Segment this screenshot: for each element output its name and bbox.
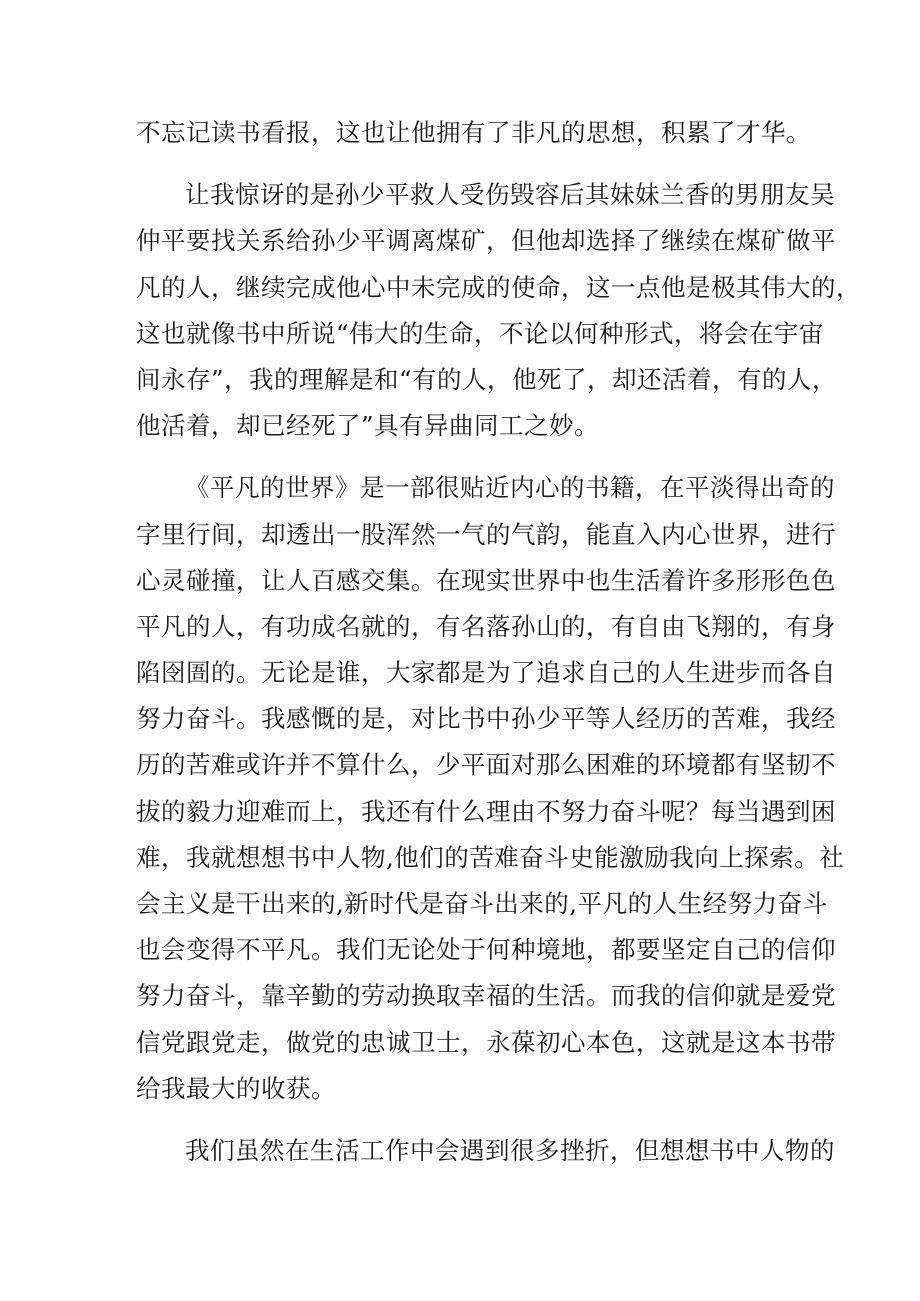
text-line: 《平凡的世界》是一部很贴近内心的书籍，在平淡得出奇的 (185, 473, 835, 503)
text-line: 这也就像书中所说“伟大的生命，不论以何种形式，将会在宇宙 (136, 318, 825, 348)
paragraph-p4 (136, 1128, 835, 1174)
text-line: 信党跟党走，做党的忠诚卫士，永葆初心本色，这就是这本书带 (136, 1027, 836, 1057)
text-line: 让我惊讶的是孙少平救人受伤毁容后其妹妹兰香的男朋友吴 (185, 180, 835, 210)
text-line: 凡的人，继续完成他心中未完成的使命，这一点他是极其伟大的， (136, 272, 861, 302)
text-line: 努力奋斗，靠辛勤的劳动换取幸福的生活。而我的信仰就是爱党 (136, 981, 836, 1011)
text-line: 给我最大的收获。 (136, 1073, 336, 1103)
paragraph-p2 (136, 172, 861, 449)
document-body (136, 110, 861, 1174)
text-line: 努力奋斗。我感慨的是，对比书中孙少平等人经历的苦难，我经 (136, 704, 836, 734)
text-line: 心灵碰撞，让人百感交集。在现实世界中也生活着许多形形色色 (136, 565, 836, 595)
text-line: 陷囹圄的。无论是谁，大家都是为了追求自己的人生进步而各自 (136, 658, 836, 688)
paragraph-p3 (136, 465, 845, 1112)
text-line: 历的苦难或许并不算什么，少平面对那么困难的环境都有坚韧不 (136, 750, 836, 780)
text-line: 会主义是干出来的,新时代是奋斗出来的,平凡的人生经努力奋斗 (136, 889, 828, 918)
paragraph-p1 (136, 110, 811, 156)
text-line: 仲平要找关系给孙少平调离煤矿，但他却选择了继续在煤矿做平 (136, 226, 836, 256)
text-line: 我们虽然在生活工作中会遇到很多挫折，但想想书中人物的 (185, 1135, 835, 1165)
paragraph-gap (136, 1112, 796, 1128)
paragraph-gap (136, 449, 796, 465)
text-line: 平凡的人，有功成名就的，有名落孙山的，有自由飞翔的，有身 (136, 611, 836, 641)
text-line: 间永存”，我的理解是和“有的人，他死了，却还活着，有的人， (136, 364, 838, 394)
text-line: 难，我就想想书中人物,他们的苦难奋斗史能激励我向上探索。社 (136, 842, 845, 872)
text-line: 字里行间，却透出一股浑然一气的气韵，能直入内心世界，进行 (136, 519, 836, 549)
text-line: 不忘记读书看报，这也让他拥有了非凡的思想，积累了才华。 (136, 118, 811, 147)
text-line: 拔的毅力迎难而上，我还有什么理由不努力奋斗呢？每当遇到困 (136, 796, 836, 826)
text-line: 也会变得不平凡。我们无论处于何种境地，都要坚定自己的信仰 (136, 935, 836, 965)
paragraph-gap (136, 156, 796, 172)
text-line: 他活着，却已经死了”具有异曲同工之妙。 (136, 411, 600, 441)
